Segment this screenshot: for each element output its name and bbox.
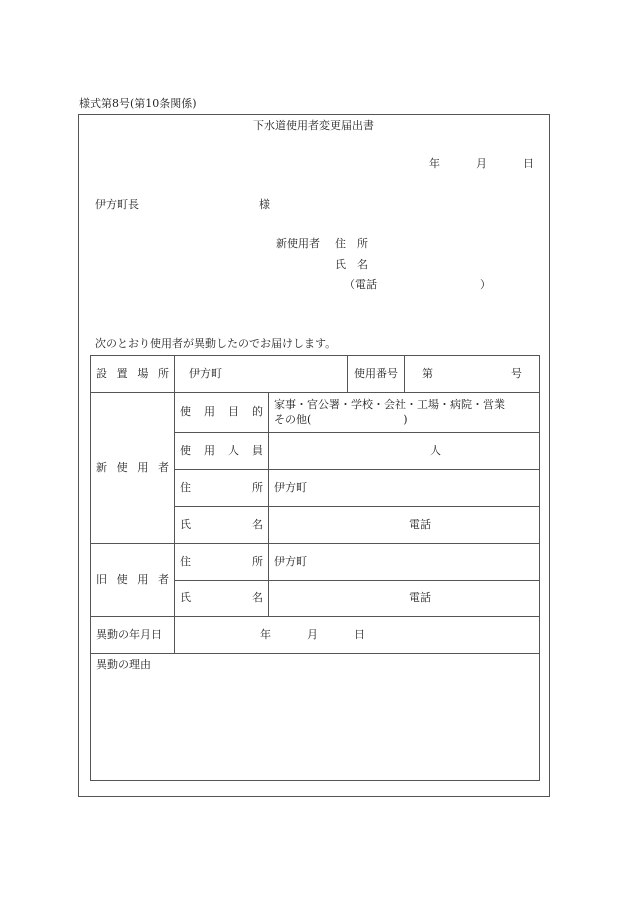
new-phone-label: 電話 xyxy=(409,517,431,531)
change-form-table xyxy=(90,355,540,781)
usage-no-cell[interactable] xyxy=(405,356,540,393)
people-label: 使 用 人 員 xyxy=(180,443,263,457)
date-month[interactable]: 月 xyxy=(476,157,487,170)
change-date-year: 年 xyxy=(260,627,271,641)
applicant-address-label: 住 所 xyxy=(335,237,368,250)
people-unit: 人 xyxy=(430,443,441,457)
purpose-options: 家事・官公署・学校・会社・工場・病院・営業 xyxy=(274,397,505,411)
usage-no-label: 使用番号 xyxy=(348,356,405,393)
applicant-label: 新使用者 xyxy=(276,237,320,250)
location-label-cell xyxy=(91,356,175,393)
location-row xyxy=(91,356,540,393)
new-name-value[interactable] xyxy=(269,507,540,544)
new-name-label-cell xyxy=(175,507,269,544)
reason-row xyxy=(91,654,540,781)
old-phone-label: 電話 xyxy=(409,591,431,605)
reason-label: 異動の理由 xyxy=(96,658,151,671)
old-address-row xyxy=(91,544,540,581)
date-day[interactable]: 日 xyxy=(523,157,534,170)
old-name-label: 氏 名 xyxy=(180,591,263,605)
form-title: 下水道使用者変更届出書 xyxy=(253,119,374,132)
new-address-value[interactable]: 伊方町 xyxy=(269,470,540,507)
form-reference: 様式第8号(第10条関係) xyxy=(79,97,197,110)
old-address-value[interactable]: 伊方町 xyxy=(269,544,540,581)
old-user-label-cell xyxy=(91,544,175,617)
applicant-name-label: 氏 名 xyxy=(335,258,368,271)
location-label: 設 置 場 所 xyxy=(96,366,169,380)
purpose-label-cell xyxy=(175,393,269,433)
change-date-day: 日 xyxy=(354,627,365,641)
new-user-label: 新 使 用 者 xyxy=(96,460,169,474)
purpose-other: その他( xyxy=(274,412,312,426)
new-address-label-cell xyxy=(175,470,269,507)
new-address-label: 住 所 xyxy=(180,480,263,494)
new-name-label: 氏 名 xyxy=(180,517,263,531)
old-user-label: 旧 使 用 者 xyxy=(96,572,169,586)
purpose-row xyxy=(91,393,540,433)
old-name-value[interactable] xyxy=(269,581,540,617)
change-date-row xyxy=(91,617,540,654)
new-user-label-cell xyxy=(91,393,175,544)
change-date-month: 月 xyxy=(307,627,318,641)
applicant-phone-open: （電話 xyxy=(344,278,377,291)
people-label-cell xyxy=(175,433,269,470)
reason-cell[interactable] xyxy=(91,654,540,781)
purpose-other-close: ) xyxy=(403,412,408,426)
intro-text: 次のとおり使用者が異動したのでお届けします。 xyxy=(95,337,337,350)
applicant-phone-close: ） xyxy=(480,278,491,291)
addressee-honorific: 様 xyxy=(259,198,270,211)
usage-no-prefix: 第 xyxy=(422,366,433,380)
purpose-value-cell[interactable] xyxy=(269,393,540,433)
date-year[interactable]: 年 xyxy=(429,157,440,170)
old-address-label: 住 所 xyxy=(180,554,263,568)
location-value[interactable]: 伊方町 xyxy=(175,356,348,393)
people-value[interactable] xyxy=(269,433,540,470)
old-name-label-cell xyxy=(175,581,269,617)
usage-no-suffix: 号 xyxy=(511,366,522,380)
addressee-name: 伊方町長 xyxy=(95,198,139,211)
old-address-label-cell xyxy=(175,544,269,581)
change-date-value[interactable] xyxy=(175,617,540,654)
change-date-label: 異動の年月日 xyxy=(91,617,175,654)
purpose-label: 使 用 目 的 xyxy=(180,405,263,419)
